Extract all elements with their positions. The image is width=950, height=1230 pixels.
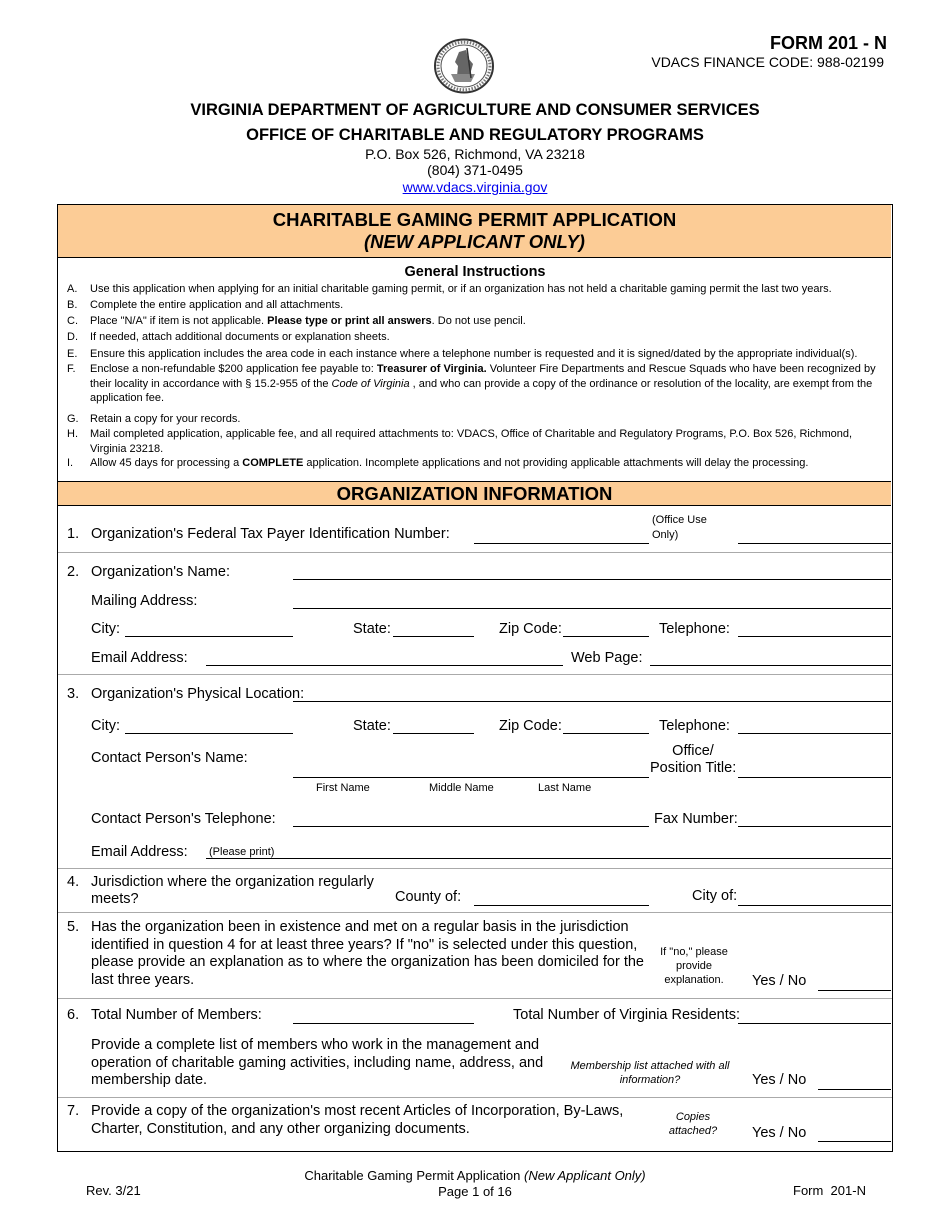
website-link[interactable]: www.vdacs.virginia.gov [402,179,548,195]
instruction-letter: A. [67,283,78,295]
q6-answer-field[interactable] [818,1089,891,1090]
fax-field[interactable] [738,826,891,827]
county-field[interactable] [474,905,649,906]
q7-yes-no[interactable]: Yes / No [752,1125,807,1141]
member-list-line1: Provide a complete list of members who work in the management and [91,1037,540,1053]
office-title-label-line1: Office/ [672,743,714,759]
mailing-address-field[interactable] [293,608,891,609]
state-label: State: [353,621,391,637]
zip-field[interactable] [563,733,649,734]
instruction-text [90,314,882,329]
department-name: VIRGINIA DEPARTMENT OF AGRICULTURE AND CONSUMER SERVICES [190,101,760,119]
q5-line2: identified in question 4 for at least three years? If "no" is selected under this question, [91,936,638,953]
va-residents-label: Total Number of Virginia Residents: [513,1007,741,1023]
separator [58,552,892,553]
virginia-seal-icon [433,38,495,94]
office-use-field[interactable] [738,543,891,544]
telephone-field[interactable] [738,636,891,637]
mailing-address: P.O. Box 526, Richmond, VA 23218 [365,146,585,162]
state-field[interactable] [393,636,474,637]
q5-yes-no[interactable]: Yes / No [752,973,807,989]
jurisdiction-label-line1: Jurisdiction where the organization regularly [91,874,374,890]
separator [58,1097,892,1098]
separator [58,868,892,869]
instruction-letter: G. [67,413,79,425]
title-line1: CHARITABLE GAMING PERMIT APPLICATION [272,209,677,230]
instruction-text-part: application. Incomplete applications and not providing applicable attachments will delay the processing. [303,457,809,469]
q5-line1: Has the organization been in existence and met on a regular basis in the jurisdiction [91,919,629,935]
instruction-text-part: Allow 45 days for processing a [90,457,243,469]
q7-note-line1: Copies [675,1111,711,1123]
first-name-caption: First Name [316,782,370,794]
q6-note-line2: information? [619,1074,681,1086]
mailing-address-label: Mailing Address: [91,593,198,609]
middle-name-caption: Middle Name [429,782,494,794]
instruction-text [90,456,882,471]
q5-question [91,919,644,989]
contact-email-field[interactable] [206,858,891,859]
zip-field[interactable] [563,636,649,637]
instruction-text-bold: Please type or print all answers [267,315,432,327]
instruction-letter: F. [67,363,76,375]
telephone-label: Telephone: [659,621,730,637]
office-name: OFFICE OF CHARITABLE AND REGULATORY PROGRAMS [246,126,704,144]
org-name-field[interactable] [293,579,891,580]
finance-code: VDACS FINANCE CODE: 988-02199 [651,54,884,70]
q5-line4: last three years. [91,971,195,988]
q7-note [652,1110,734,1138]
contact-email-label: Email Address: [91,844,188,860]
q7-question [91,1103,623,1138]
q6-yes-no[interactable]: Yes / No [752,1072,807,1088]
instruction-text-part: . Do not use pencil. [431,315,526,327]
instruction-text: Use this application when applying for an initial charitable gaming permit, or if an organization has not held a charitable gaming permit the last two years. [90,283,832,295]
please-print-note: (Please print) [209,846,275,858]
footer-rev: Rev. 3/21 [86,1183,141,1198]
zip-label: Zip Code: [499,621,562,637]
q5-note [651,945,737,987]
q6-number: 6. [67,1007,80,1023]
footer-title [0,1168,950,1183]
office-use-note: (Office Use Only) [652,514,707,541]
q7-note-line2: attached? [668,1125,718,1137]
city-field[interactable] [125,733,293,734]
q5-line3: please provide an explanation as to where the organization has been domiciled for the [91,954,644,970]
city-label: City: [91,621,120,637]
instruction-text [90,362,882,406]
q7-answer-field[interactable] [818,1141,891,1142]
title-band [58,205,891,258]
q5-note-line3: explanation. [664,974,724,986]
physical-location-field[interactable] [293,701,891,702]
va-residents-field[interactable] [738,1023,891,1024]
phone-number: (804) 371-0495 [427,162,523,178]
instruction-text: Ensure this application includes the area code in each instance where a telephone number is requested and it is signed/dated by the appropriate individual(s). [90,348,858,360]
state-field[interactable] [393,733,474,734]
q5-answer-field[interactable] [818,990,891,991]
email-field[interactable] [206,665,563,666]
website-wrapper [0,179,950,195]
instruction-letter: B. [67,299,78,311]
telephone-label: Telephone: [659,718,730,734]
jurisdiction-label-line2: meets? [91,891,139,907]
q1-number: 1. [67,526,80,542]
telephone-field[interactable] [738,733,891,734]
footer-title-italic: (New Applicant Only) [524,1168,646,1183]
q7-line2: Charter, Constitution, and any other organizing documents. [91,1120,470,1137]
separator [58,674,892,675]
jurisdiction-label [91,874,374,908]
q7-line1: Provide a copy of the organization's most recent Articles of Incorporation, By-Laws, [91,1103,624,1119]
instructions-heading: General Instructions [404,264,546,280]
footer-form: Form 201-N [793,1183,866,1198]
office-title-field[interactable] [738,777,891,778]
footer-page: Page 1 of 16 [438,1184,512,1199]
q3-number: 3. [67,686,80,702]
city-of-label: City of: [692,888,738,904]
city-label: City: [91,718,120,734]
q7-number: 7. [67,1103,80,1119]
q4-number: 4. [67,874,80,890]
instruction-text-part: Volunteer Fire Departments and Rescue Squads who have been recognized by their locality in accordance with § 15.2-955 of the [90,363,876,390]
instruction-text-italic: Code of Virginia [331,377,410,390]
q2-number: 2. [67,564,80,580]
instruction-letter: E. [67,348,78,360]
web-page-field[interactable] [650,665,891,666]
member-list-line3: membership date. [91,1072,208,1088]
q5-number: 5. [67,919,80,935]
instruction-letter: H. [67,428,78,440]
q5-note-line2: provide [675,960,713,972]
form-id: FORM 201 - N [769,33,887,53]
section-organization-info: ORGANIZATION INFORMATION [58,481,891,506]
instruction-text-bold: Treasurer of Virginia. [376,363,487,375]
q6-note [560,1059,740,1087]
org-name-label: Organization's Name: [91,564,230,580]
instruction-text-part: Place "N/A" if item is not applicable. [90,315,268,327]
office-title-label-line2: Position Title: [650,759,737,776]
separator [58,912,892,913]
contact-name-field[interactable] [293,777,649,778]
instruction-text-part: Enclose a non-refundable $200 application fee payable to: [90,363,377,375]
instruction-text: If needed, attach additional documents or explanation sheets. [90,331,390,343]
q1-label: Organization's Federal Tax Payer Identification Number: [91,526,450,542]
contact-name-label: Contact Person's Name: [91,750,248,766]
instruction-text: Retain a copy for your records. [90,413,241,425]
member-list-line2: operation of charitable gaming activities, including name, address, and [91,1054,544,1071]
q6-note-line1: Membership list attached with all [570,1060,730,1072]
instruction-letter: C. [67,315,78,327]
web-page-label: Web Page: [571,650,643,666]
instruction-text-part: , and who can provide a copy of the ordinance or resolution of the locality, are exempt from the application fee. [90,377,873,404]
office-title-label [650,743,736,776]
title-line2: (NEW APPLICANT ONLY) [364,231,585,252]
footer-title-plain: Charitable Gaming Permit Application [304,1168,525,1183]
contact-phone-label: Contact Person's Telephone: [91,811,276,827]
city-field[interactable] [125,636,293,637]
instruction-letter: I. [67,457,74,469]
instruction-text-bold: COMPLETE [242,457,304,469]
total-members-field[interactable] [293,1023,474,1024]
fax-label: Fax Number: [654,811,738,827]
q5-note-line1: If "no," please [660,946,728,958]
zip-label: Zip Code: [499,718,562,734]
last-name-caption: Last Name [538,782,592,794]
county-label: County of: [395,889,462,905]
state-label: State: [353,718,391,734]
city-of-field[interactable] [738,905,891,906]
instruction-letter: D. [67,331,78,343]
tax-id-field[interactable] [474,543,649,544]
contact-phone-field[interactable] [293,826,649,827]
instruction-text: Complete the entire application and all attachments. [90,299,344,311]
instruction-text: Mail completed application, applicable fee, and all required attachments to: VDACS, Office of Charitable and Regulatory Programs, P.O. Box 526, Richmond, Virginia 23218. [90,428,853,455]
physical-location-label: Organization's Physical Location: [91,686,305,702]
member-list-instructions [91,1037,543,1090]
email-label: Email Address: [91,650,188,666]
separator [58,998,892,999]
total-members-label: Total Number of Members: [91,1007,262,1023]
